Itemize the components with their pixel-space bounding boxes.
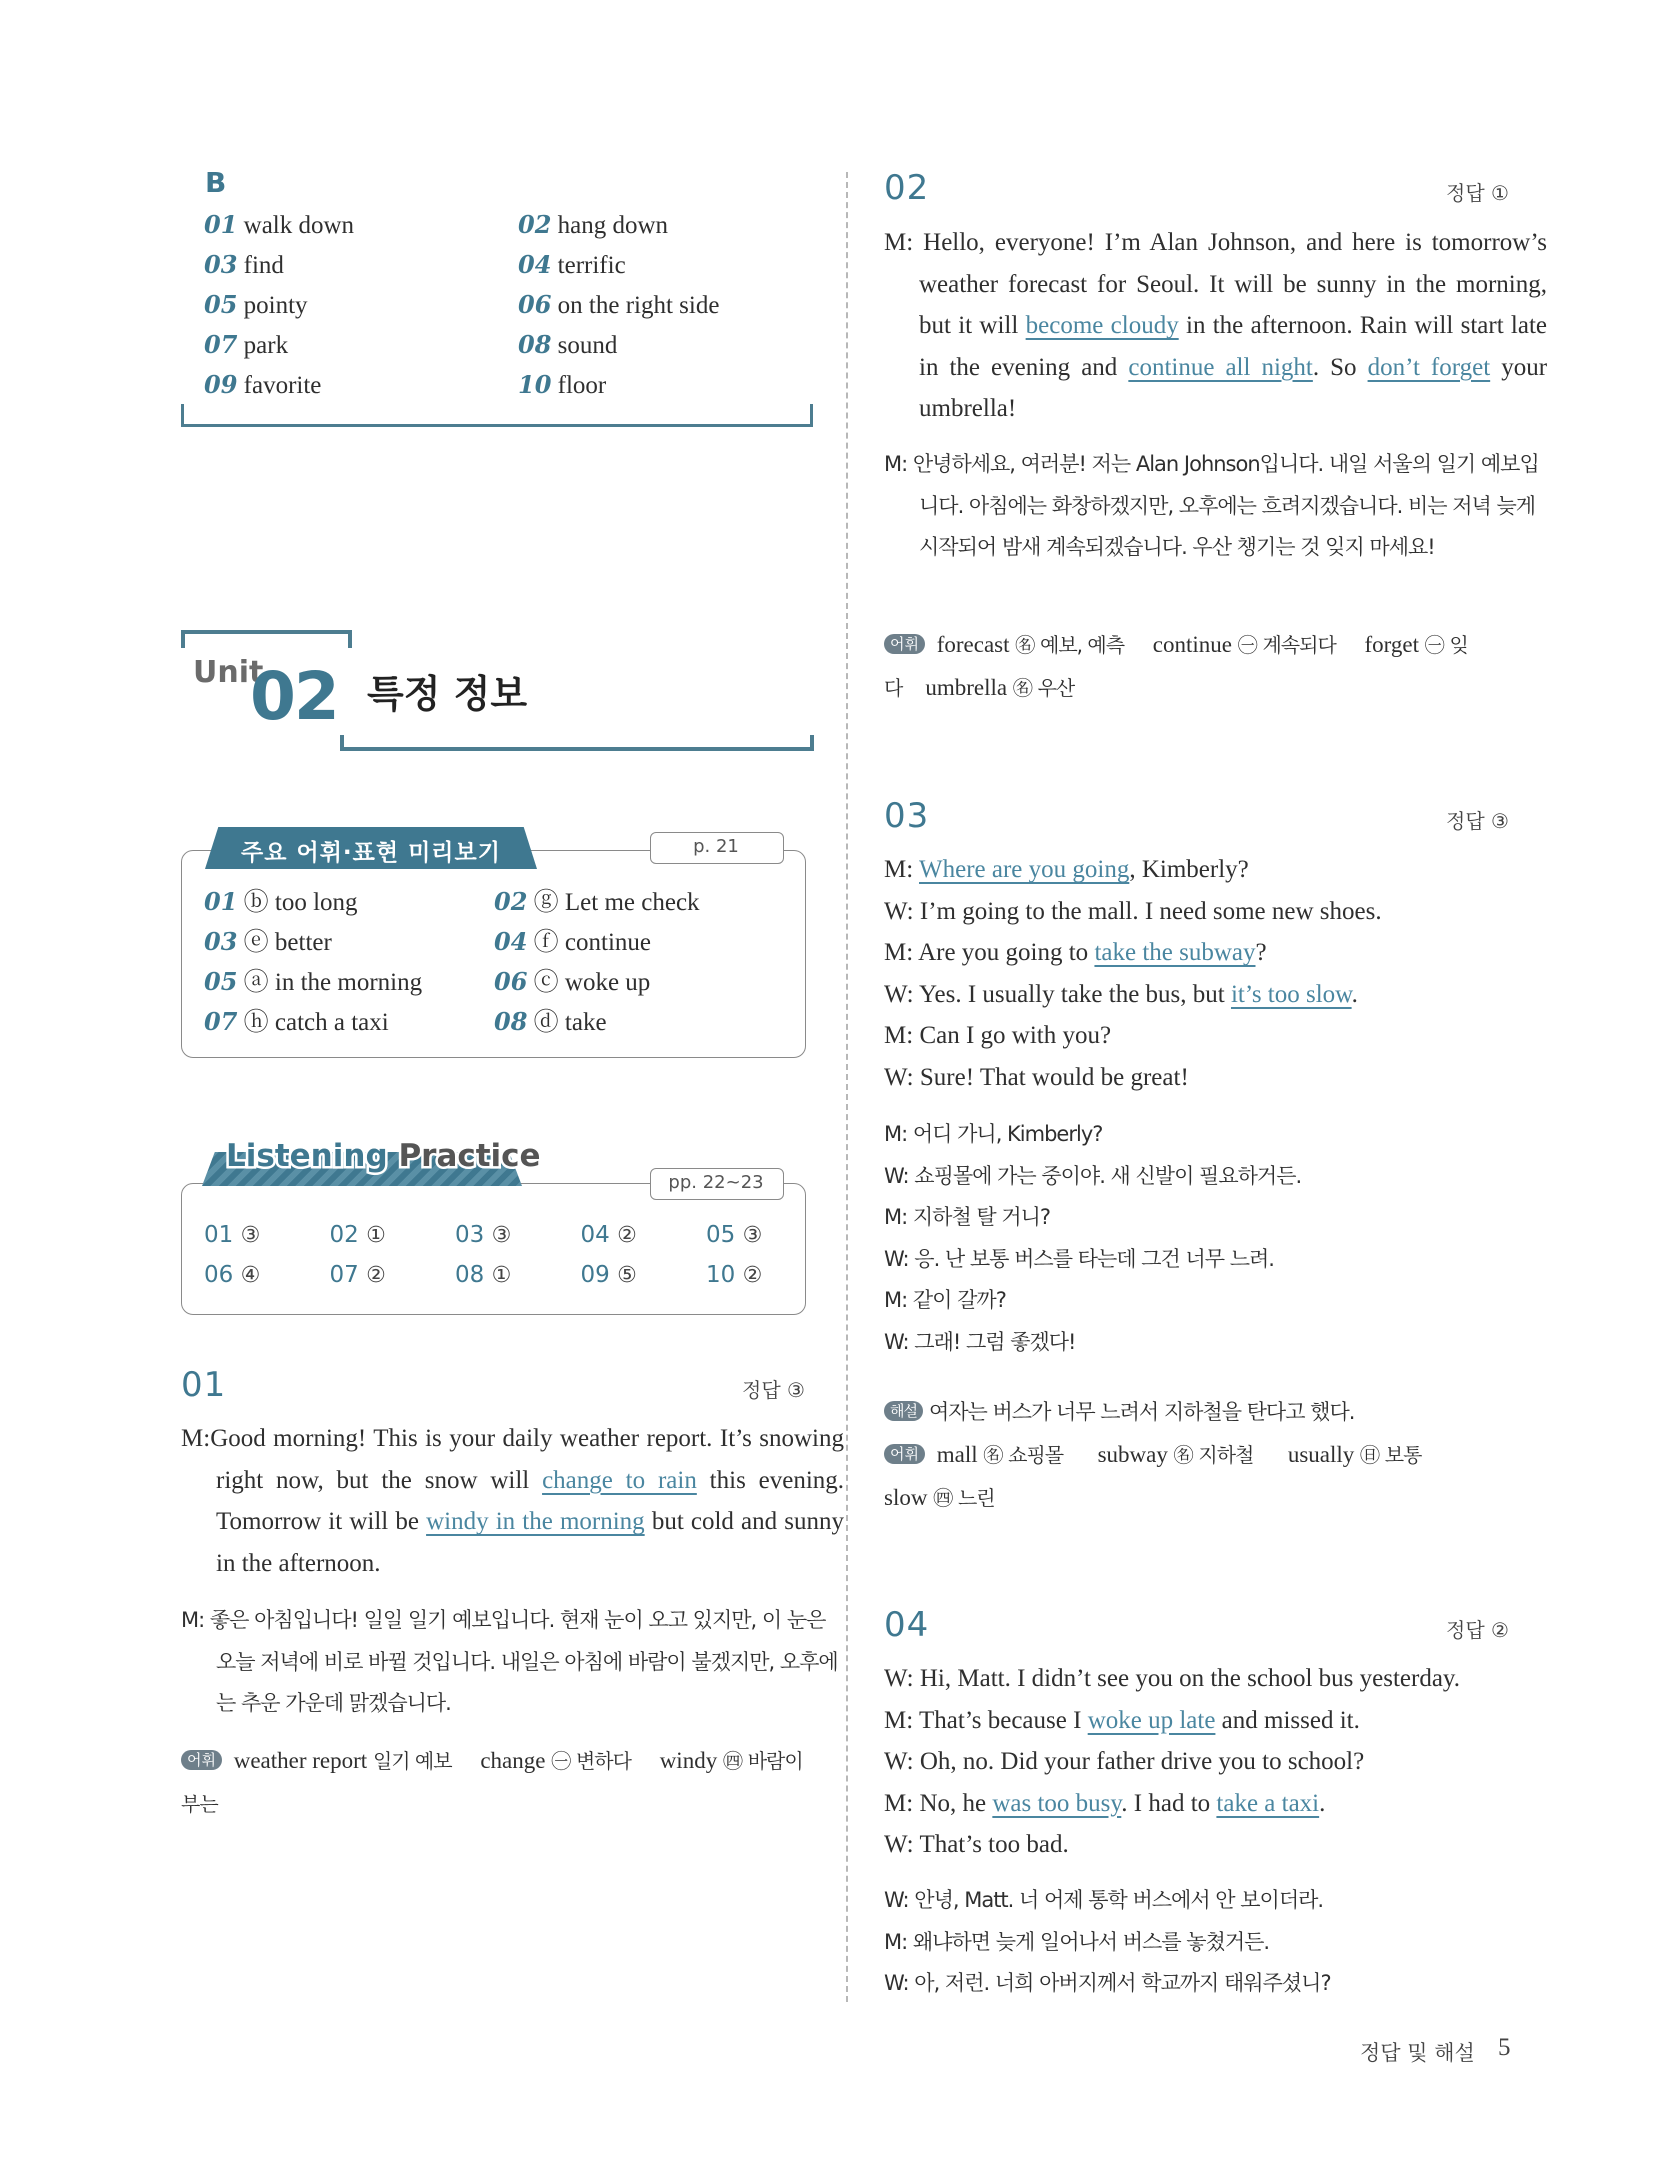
- item-number: 09: [204, 370, 238, 399]
- unit-bottom-bar: [340, 735, 814, 751]
- answer-choice: ③: [742, 1223, 763, 1248]
- practice-title-practice: Practice: [398, 1138, 541, 1174]
- practice-title: [226, 1138, 541, 1174]
- dialogue-line: W: Yes. I usually take the bus, but it’s too slow.: [884, 980, 1358, 1008]
- key-phrase: take a taxi: [1216, 1789, 1320, 1817]
- item-text: find: [243, 252, 284, 279]
- korean-line: M: 지하철 탈 거니?: [884, 1205, 1051, 1229]
- item-number: 07: [204, 330, 238, 359]
- item-number: 02: [494, 887, 528, 916]
- unit-top-bar: [181, 630, 352, 648]
- section-b-item: [518, 365, 606, 406]
- answer-label: 정답 ③: [742, 1378, 805, 1402]
- dialogue-english: [884, 1658, 1512, 1866]
- item-number: 04: [518, 250, 552, 279]
- practice-pages: pp. 22~23: [668, 1172, 764, 1193]
- item-number: 03: [204, 250, 238, 279]
- dialogue-line: M: Where are you going, Kimberly?: [884, 856, 1249, 883]
- item-text: pointy: [243, 292, 308, 319]
- item-text: favorite: [243, 372, 322, 399]
- practice-frame: [181, 1183, 806, 1315]
- preview-item: [204, 1002, 389, 1043]
- key-phrase: Where are you going: [919, 856, 1130, 883]
- item-text: hang down: [557, 212, 669, 239]
- item-text: ⓖ Let me check: [533, 889, 700, 916]
- question-number: 01: [181, 1365, 227, 1405]
- practice-answer: [706, 1262, 762, 1288]
- section-b-item: [518, 325, 617, 366]
- speaker: W:: [884, 897, 914, 925]
- section-b-item: [518, 245, 626, 286]
- section-b-item: [204, 245, 284, 286]
- dialogue-line: W: Oh, no. Did your father drive you to school?: [884, 1748, 1365, 1775]
- practice-answer: [455, 1262, 511, 1288]
- section-b-item: [204, 365, 321, 406]
- practice-answer: [581, 1262, 637, 1288]
- answer-choice: ②: [742, 1263, 763, 1288]
- section-b-item: [204, 325, 288, 366]
- speaker: M:: [884, 1022, 914, 1049]
- section-b-heading: B: [205, 166, 227, 199]
- preview-item: [204, 882, 358, 923]
- answer-number: 07: [329, 1262, 359, 1288]
- preview-title: 주요 어휘·표현 미리보기: [241, 840, 501, 866]
- answer-choice: ②: [617, 1223, 637, 1248]
- speaker: M:: [884, 1706, 914, 1734]
- speaker: W:: [884, 1831, 914, 1858]
- question-number: 04: [884, 1605, 930, 1645]
- practice-answer: [204, 1262, 260, 1288]
- dialogue-line: W: That’s too bad.: [884, 1831, 1069, 1858]
- vocab-list: 어휘 weather report 일기 예보 change ㊀ 변하다 windy ㊃ 바람이 부는: [181, 1748, 803, 1816]
- korean-line: M: 같이 갈까?: [884, 1288, 1006, 1312]
- item-number: 04: [494, 927, 528, 956]
- preview-item: [204, 962, 422, 1003]
- explanation: 해설 여자는 버스가 너무 느려서 지하철을 탄다고 했다.: [884, 1392, 1512, 1434]
- dialogue-korean: [884, 1114, 1512, 1363]
- dialogue-korean: M: 안녕하세요, 여러분! 저는 Alan Johnson입니다. 내일 서울의 일기 예보입니다. 아침에는 화창하겠지만, 오후에는 흐려지겠습니다. 비는 저녁 늦게 시작되어 밤새 계속되겠습니다. 우산 챙기는 것 잊지 마세요!: [884, 452, 1539, 559]
- page-number: 5: [1498, 2034, 1511, 2061]
- dialogue-line: M: No, he was too busy. I had to take a taxi.: [884, 1789, 1326, 1817]
- korean-line: W: 아, 저런. 너희 아버지께서 학교까지 태워주셨니?: [884, 1971, 1331, 1995]
- item-number: 03: [204, 927, 238, 956]
- speaker: W:: [884, 1063, 914, 1091]
- answer-number: 04: [580, 1222, 610, 1248]
- item-text: ⓐ in the morning: [243, 969, 423, 996]
- preview-item: [204, 922, 332, 963]
- korean-line: W: 안녕, Matt. 너 어제 통학 버스에서 안 보이더라.: [884, 1888, 1324, 1912]
- korean-line: W: 응. 난 보통 버스를 타는데 그건 너무 느려.: [884, 1246, 1274, 1271]
- item-text: floor: [557, 372, 607, 399]
- item-number: 08: [494, 1007, 528, 1036]
- item-text: ⓑ too long: [243, 889, 358, 916]
- explanation-tag: 해설: [884, 1401, 923, 1421]
- vocab-list: 어휘 forecast ㊔ 예보, 예측 continue ㊀ 계속되다 forget ㊀ 잊다 umbrella ㊔ 우산: [884, 632, 1468, 700]
- item-text: ⓕ continue: [533, 929, 651, 956]
- item-number: 05: [204, 290, 238, 319]
- practice-answer: [330, 1262, 386, 1288]
- answer-label: 정답 ②: [1446, 1618, 1509, 1642]
- preview-item: [494, 922, 651, 963]
- item-text: ⓓ take: [533, 1009, 607, 1036]
- item-text: ⓒ woke up: [533, 969, 651, 996]
- korean-line: W: 그래! 그럼 좋겠다!: [884, 1329, 1076, 1354]
- key-phrase: take the subway: [1094, 939, 1256, 966]
- korean-line: M: 왜냐하면 늦게 일어나서 버스를 놓쳤거든.: [884, 1929, 1270, 1954]
- item-number: 08: [518, 330, 552, 359]
- item-text: ⓔ better: [243, 929, 332, 956]
- korean-line: W: 쇼핑몰에 가는 중이야. 새 신발이 필요하거든.: [884, 1163, 1302, 1188]
- key-phrase: was too busy: [992, 1789, 1122, 1817]
- vocab-tag: 어휘: [884, 634, 925, 654]
- section-b-item: [518, 205, 668, 246]
- item-text: terrific: [557, 252, 626, 279]
- unit-title: 특정 정보: [367, 672, 528, 716]
- answer-number: 03: [455, 1222, 485, 1248]
- item-number: 06: [518, 290, 552, 319]
- section-b-bracket: [181, 404, 813, 427]
- dialogue-line: M: Can I go with you?: [884, 1022, 1112, 1049]
- item-number: 02: [518, 210, 552, 239]
- preview-item: [494, 962, 650, 1003]
- answer-number: 06: [204, 1262, 234, 1288]
- item-number: 07: [204, 1007, 238, 1036]
- answer-number: 09: [580, 1262, 610, 1288]
- practice-title-listening: Listening: [226, 1138, 388, 1174]
- dialogue-line: W: Sure! That would be great!: [884, 1063, 1189, 1091]
- preview-item: [494, 1002, 607, 1043]
- answer-choice: ⑤: [617, 1263, 637, 1288]
- speaker: W:: [884, 1665, 914, 1692]
- item-text: on the right side: [557, 292, 720, 319]
- unit-number: 02: [250, 658, 338, 735]
- unit-label: Unit: [193, 655, 264, 690]
- key-phrase: it’s too slow: [1230, 980, 1352, 1008]
- answer-choice: ②: [366, 1263, 386, 1288]
- preview-page: p. 21: [693, 836, 739, 857]
- answer-choice: ③: [240, 1223, 261, 1248]
- dialogue-english: M:Good morning! This is your daily weather report. It’s snowing right now, but the snow will change to rain this evening. Tomorrow it will be windy in the morning but cold and sunny in the afternoon.: [181, 1425, 845, 1577]
- answer-number: 01: [204, 1222, 234, 1248]
- speaker: W:: [884, 980, 914, 1008]
- item-number: 01: [204, 887, 238, 916]
- question-number: 03: [884, 796, 930, 836]
- answer-number: 10: [706, 1262, 736, 1288]
- footer-label: 정답 및 해설: [1360, 2041, 1475, 2065]
- preview-item: [494, 882, 700, 923]
- dialogue-korean: M: 좋은 아침입니다! 일일 일기 예보입니다. 현재 눈이 오고 있지만, 이 눈은 오늘 저녁에 비로 바뀔 것입니다. 내일은 아침에 바람이 불겠지만, 오후에는 추운 가운데 맑겠습니다.: [181, 1608, 838, 1715]
- dialogue-line: M: That’s because I woke up late and missed it.: [884, 1706, 1360, 1734]
- answer-label: 정답 ③: [1446, 809, 1509, 833]
- dialogue-korean: [884, 1880, 1512, 2005]
- section-b-item: [518, 285, 719, 326]
- column-divider: [846, 172, 848, 2002]
- item-text: sound: [557, 332, 618, 359]
- dialogue-line: W: I’m going to the mall. I need some new shoes.: [884, 897, 1382, 925]
- section-b-item: [204, 205, 354, 246]
- speaker: M:: [884, 939, 914, 966]
- question-number: 02: [884, 168, 930, 208]
- practice-answer: [581, 1222, 637, 1248]
- answer-choice: ①: [491, 1263, 512, 1288]
- practice-answer: [455, 1222, 511, 1248]
- answer-choice: ④: [240, 1263, 261, 1288]
- item-number: 10: [518, 370, 552, 399]
- speaker: M:: [884, 1789, 914, 1817]
- practice-answer: [706, 1222, 762, 1248]
- vocab-list: 어휘 mall ㊔ 쇼핑몰 subway ㊔ 지하철 usually ㊐ 보통 slow ㊃ 느린: [884, 1442, 1422, 1510]
- speaker: W:: [884, 1748, 914, 1775]
- item-number: 06: [494, 967, 528, 996]
- answer-number: 08: [455, 1262, 485, 1288]
- vocab-tag: 어휘: [181, 1750, 222, 1770]
- item-text: ⓗ catch a taxi: [243, 1009, 389, 1036]
- dialogue-english: M: Hello, everyone! I’m Alan Johnson, and here is tomorrow’s weather forecast for Seoul. It will be sunny in the morning, but it will become cloudy in the afternoon. Rain will start late in the evening and continue all night. So don’t forget your umbrella!: [884, 229, 1548, 422]
- item-text: walk down: [243, 212, 355, 239]
- item-number: 05: [204, 967, 238, 996]
- vocab-tag: 어휘: [884, 1444, 925, 1464]
- item-number: 01: [204, 210, 238, 239]
- dialogue-english: [884, 849, 1512, 1098]
- practice-answer: [330, 1222, 386, 1248]
- dialogue-line: M: Are you going to take the subway?: [884, 939, 1267, 966]
- dialogue-line: W: Hi, Matt. I didn’t see you on the school bus yesterday.: [884, 1665, 1461, 1692]
- speaker: M:: [884, 856, 914, 883]
- section-b-item: [204, 285, 308, 326]
- answer-choice: ①: [366, 1223, 386, 1248]
- key-phrase: woke up late: [1087, 1706, 1216, 1734]
- answer-number: 05: [706, 1222, 736, 1248]
- item-text: park: [243, 332, 289, 359]
- korean-line: M: 어디 가니, Kimberly?: [884, 1122, 1103, 1146]
- answer-label: 정답 ①: [1446, 181, 1509, 205]
- practice-answer: [204, 1222, 260, 1248]
- answer-number: 02: [329, 1222, 359, 1248]
- answer-choice: ③: [491, 1223, 512, 1248]
